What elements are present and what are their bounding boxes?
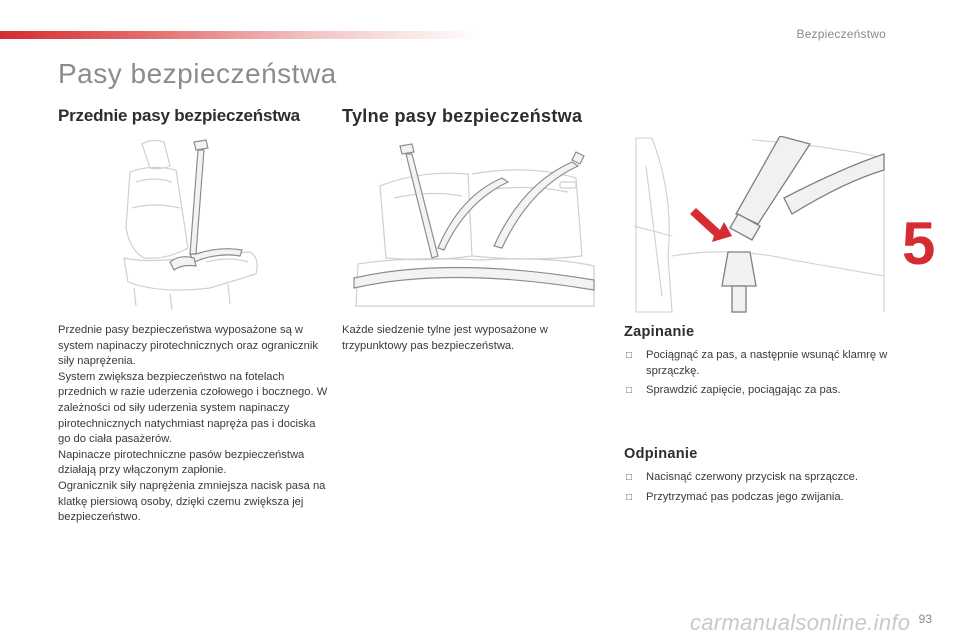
section-header: Bezpieczeństwo <box>796 27 886 41</box>
page-title: Pasy bezpieczeństwa <box>58 58 337 89</box>
fastening-heading: Zapinanie <box>624 324 695 340</box>
step-text: Nacisnąć czerwony przycisk na sprzączce. <box>646 471 859 483</box>
checkbox-bullet-icon: □ <box>626 385 633 397</box>
fastening-steps <box>624 348 904 403</box>
front-belts-paragraph: Napinacze pirotechniczne pasów bezpieczeństwa działają przy włączonym zapłonie. <box>58 448 305 477</box>
unfastening-heading: Odpinanie <box>624 446 698 462</box>
page-number: 93 <box>918 612 932 626</box>
buckle-illustration <box>632 136 886 314</box>
front-belts-paragraph: Ogranicznik siły naprężenia zmniejsza nacisk pasa na klatkę piersiową osoby, dzięki czemu zwiększa jej bezpieczeństwo. <box>58 479 326 524</box>
front-belts-paragraph: Przednie pasy bezpieczeństwa wyposażone są w system napinaczy pirotechnicznych oraz ogranicznik siły naprężenia. <box>58 324 318 368</box>
list-item <box>624 383 904 399</box>
front-belts-title: Przednie pasy bezpieczeństwa <box>58 106 300 125</box>
rear-belts-paragraph: Każde siedzenie tylne jest wyposażone w trzypunktowy pas bezpieczeństwa. <box>342 324 548 352</box>
rear-belts-description <box>342 323 582 354</box>
rear-seat-illustration <box>350 138 600 313</box>
step-text: Przytrzymać pas podczas jego zwijania. <box>646 490 844 503</box>
rear-belts-title: Tylne pasy bezpieczeństwa <box>342 106 583 126</box>
watermark: carmanualsonline.info <box>690 610 911 635</box>
checkbox-bullet-icon: □ <box>626 350 633 361</box>
unfastening-steps <box>624 470 904 509</box>
checkbox-bullet-icon: □ <box>626 472 633 483</box>
front-belts-description <box>58 323 328 526</box>
step-text: Sprawdzić zapięcie, pociągając za pas. <box>646 384 841 397</box>
checkbox-bullet-icon: □ <box>626 491 633 503</box>
front-belts-paragraph: System zwiększa bezpieczeństwo na fotelach przednich w razie uderzenia czołowego i bocznego. W zależności od siły uderzenia system napinaczy pirotechnicznych natychmiast napręża pas i dociska go do ciała pasażerów. <box>58 370 328 446</box>
chapter-number: 5 <box>902 210 936 277</box>
front-seat-illustration <box>110 138 270 313</box>
list-item <box>624 348 904 379</box>
list-item <box>624 470 904 486</box>
header-accent-bar <box>0 31 480 39</box>
step-text: Pociągnąć za pas, a następnie wsunąć klamrę w sprzączkę. <box>646 349 888 377</box>
list-item <box>624 490 904 506</box>
